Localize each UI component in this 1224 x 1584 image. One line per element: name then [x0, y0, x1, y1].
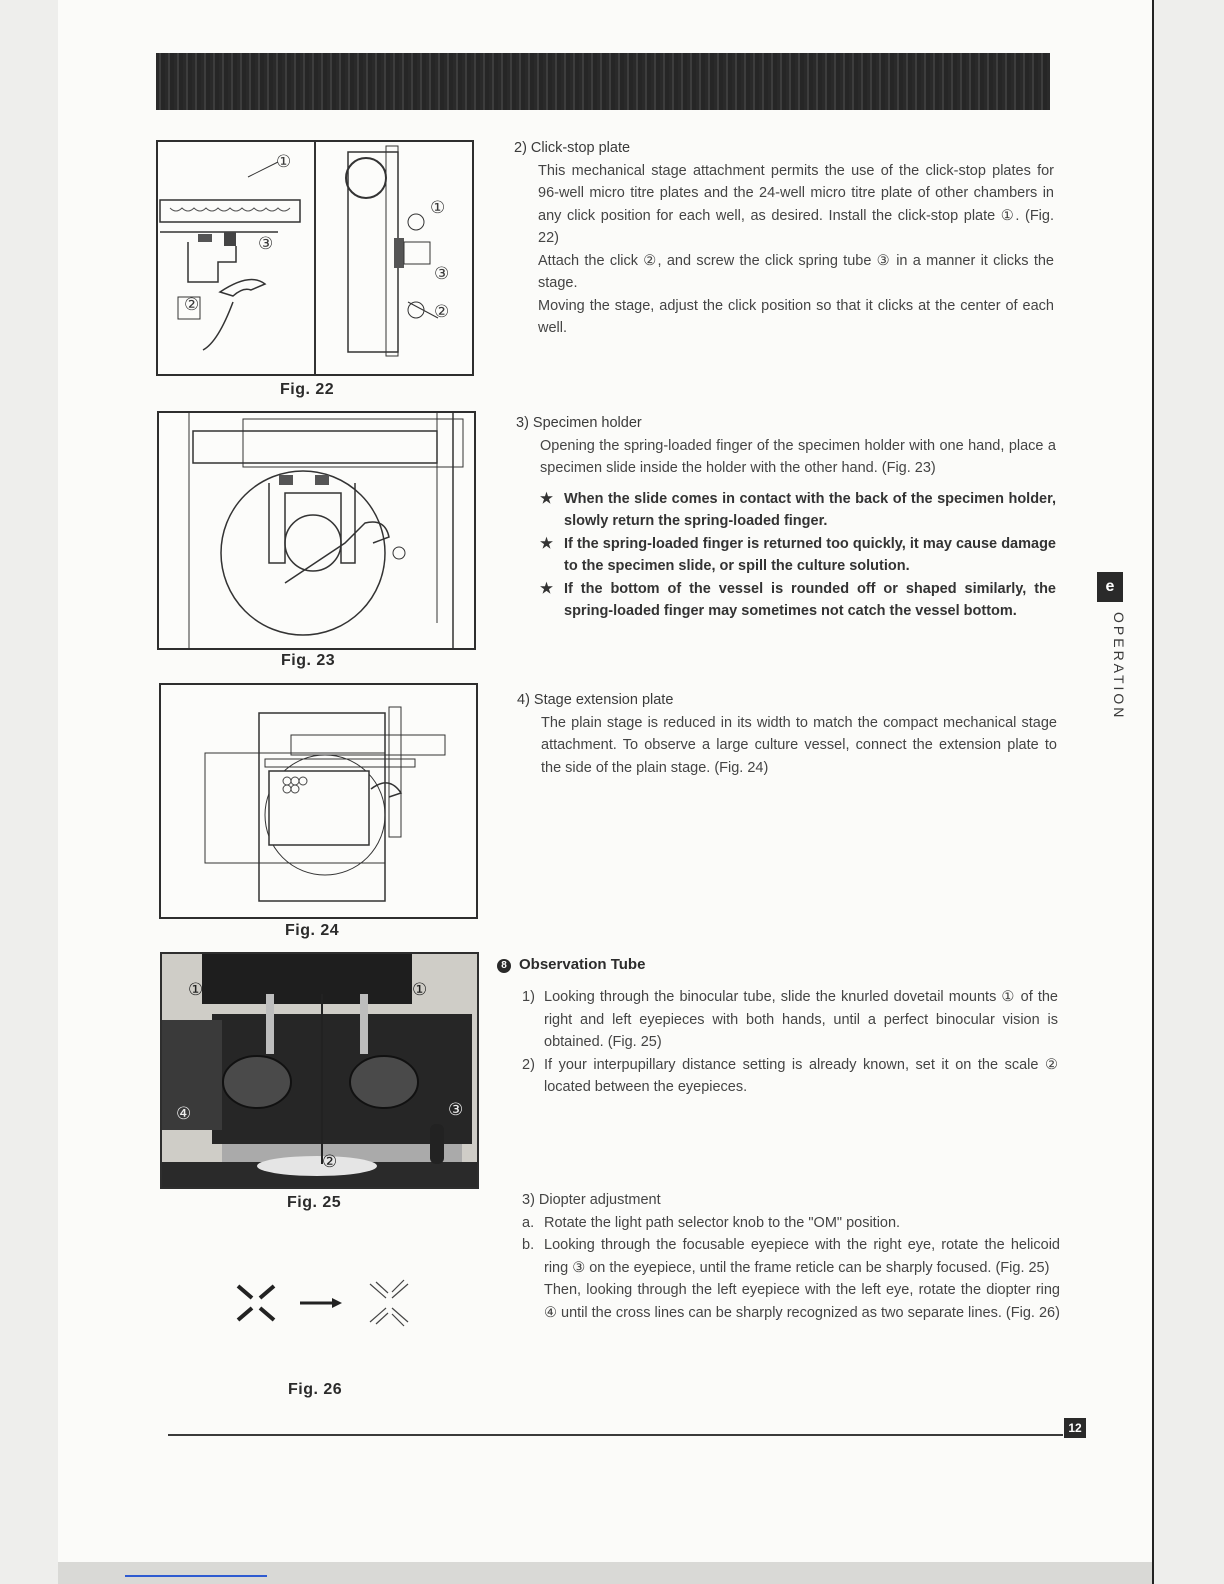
figure-22-drawing	[158, 142, 472, 374]
note-2-text: If the spring-loaded finger is returned too quickly, it may cause damage to the specimen slide, or spill the culture solution.	[564, 535, 1056, 574]
figure-25-drawing	[162, 954, 477, 1187]
specimen-notes	[516, 488, 1056, 623]
diopter-b2: Then, looking through the left eyepiece with the left eye, rotate the diopter ring ④ until the cross lines can be sharply recognized as two separate lines. (Fig. 26)	[544, 1282, 1060, 1321]
diopter-a-text: Rotate the light path selector knob to the "OM" position.	[544, 1214, 901, 1231]
section-bullet-icon: 8	[497, 959, 511, 973]
obs-item-1-num: 1)	[522, 989, 535, 1005]
obs-item-1	[498, 986, 1058, 1054]
header-bar	[156, 53, 1050, 110]
click-stop-p1: This mechanical stage attachment permits the use of the click-stop plates for 96-well micro titre plates and the 24-well micro titre plate of other chambers in any click position for each well, as desired. Install the click-stop plate ①. (Fig. 22)	[538, 162, 1054, 246]
note-3	[540, 578, 1056, 623]
diopter-a-num: a.	[522, 1214, 535, 1231]
observation-tube-title-text: Observation Tube	[519, 956, 646, 973]
star-icon: ★	[540, 490, 553, 507]
specimen-holder-p1: Opening the spring-loaded finger of the specimen holder with one hand, place a specimen slide inside the holder with the other hand. (Fig. 23)	[540, 437, 1056, 476]
section-specimen-holder	[516, 412, 1056, 623]
callout-4: ④	[176, 1104, 192, 1123]
page-number: 12	[1064, 1418, 1086, 1438]
fig-23-label: Fig. 23	[281, 652, 336, 669]
diopter-heading: 3) Diopter adjustment	[522, 1192, 661, 1208]
figure-23-drawing	[159, 413, 474, 648]
section-tab-label: OPERATION	[1111, 612, 1127, 721]
observation-tube-title	[497, 956, 645, 973]
section-diopter	[498, 1189, 1060, 1324]
specimen-holder-heading: 3) Specimen holder	[516, 415, 642, 431]
callout-1-right: ①	[412, 980, 428, 999]
stage-extension-p1: The plain stage is reduced in its width to match the compact mechanical stage attachment. To observe a large culture vessel, connect the extension plate to the side of the plain stage. (Fig. 24)	[541, 714, 1057, 776]
footer-rule	[168, 1434, 1063, 1436]
click-stop-p3: Moving the stage, adjust the click position so that it clicks at the center of each well.	[538, 297, 1054, 336]
section-observation-tube	[498, 986, 1058, 1099]
callout-1b: ①	[430, 198, 446, 217]
callout-3b: ③	[434, 264, 450, 283]
figure-26-crosslines	[230, 1278, 420, 1328]
click-stop-p2: Attach the click ②, and screw the click spring tube ③ in a manner it clicks the stage.	[538, 252, 1054, 291]
figure-24	[159, 683, 478, 919]
fig-26-label: Fig. 26	[288, 1381, 343, 1398]
callout-1-left: ①	[188, 980, 204, 999]
section-tab-marker: e	[1097, 572, 1123, 602]
note-3-text: If the bottom of the vessel is rounded off or shaped similarly, the spring-loaded finger may sometimes not catch the vessel bottom.	[564, 580, 1056, 619]
obs-item-2	[498, 1054, 1058, 1099]
star-icon: ★	[540, 535, 553, 552]
callout-1: ①	[276, 152, 292, 171]
figure-22	[156, 140, 474, 376]
fig-22-label: Fig. 22	[280, 381, 335, 398]
click-stop-heading: 2) Click-stop plate	[514, 140, 631, 156]
bottom-strip	[58, 1562, 1152, 1584]
stage-extension-heading: 4) Stage extension plate	[517, 692, 674, 708]
section-stage-extension	[517, 689, 1057, 779]
diopter-b-num: b.	[522, 1237, 535, 1253]
obs-item-2-num: 2)	[522, 1056, 535, 1073]
diopter-b	[498, 1234, 1060, 1279]
obs-item-1-text: Looking through the binocular tube, slide the knurled dovetail mounts ① of the right and left eyepieces with both hands, until a perfect binocular vision is obtained. (Fig. 25)	[544, 989, 1058, 1050]
callout-2-photo: ②	[322, 1152, 338, 1171]
diopter-a	[498, 1212, 1060, 1235]
section-click-stop	[514, 137, 1054, 340]
figure-24-drawing	[161, 685, 476, 917]
bottom-link-underline	[125, 1575, 267, 1577]
callout-3-photo: ③	[448, 1100, 464, 1119]
fig-25-label: Fig. 25	[287, 1194, 342, 1211]
callout-2: ②	[184, 295, 200, 314]
diopter-b-text: Looking through the focusable eyepiece with the right eye, rotate the helicoid ring ③ on the eyepiece, until the frame reticle can be sharply focused. (Fig. 25)	[544, 1237, 1060, 1276]
note-1-text: When the slide comes in contact with the back of the specimen holder, slowly return the spring-loaded finger.	[564, 490, 1056, 529]
note-2	[540, 533, 1056, 578]
note-1	[540, 488, 1056, 533]
figure-23	[157, 411, 476, 650]
figure-25-photo	[160, 952, 479, 1189]
obs-item-2-text: If your interpupillary distance setting is already known, set it on the scale ② located between the eyepieces.	[544, 1056, 1058, 1095]
star-icon: ★	[540, 580, 553, 597]
callout-2b: ②	[434, 302, 450, 321]
fig-24-label: Fig. 24	[285, 922, 340, 939]
page-edge-rule	[1152, 0, 1154, 1584]
callout-3: ③	[258, 234, 274, 253]
